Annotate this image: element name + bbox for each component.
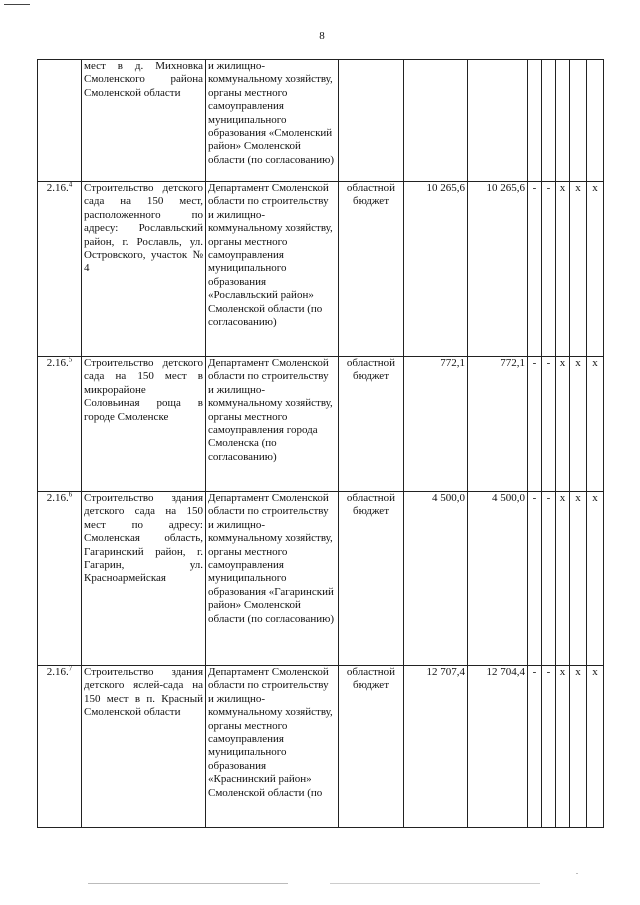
table-row (38, 666, 604, 828)
mark-cell: - (542, 357, 556, 492)
mark-cell: x (587, 666, 604, 828)
mark-cell (556, 60, 570, 182)
amount-total (404, 60, 468, 182)
amount-year: 772,1 (468, 357, 528, 492)
mark-cell: - (542, 492, 556, 666)
activity-name: Строительство здания детского яслей-сада на 150 мест в п. Красный Смоленской области (82, 666, 206, 828)
mark-cell: x (570, 182, 587, 357)
row-number: 2.16.$^5$ (38, 357, 82, 492)
table-row (38, 60, 604, 182)
mark-cell: x (556, 492, 570, 666)
mark-cell: x (556, 357, 570, 492)
executor-cell: Департамент Смоленской области по строительству и жилищно-коммунальному хозяйству, органы местного самоуправления города Смоленска (по согласованию) (206, 357, 339, 492)
mark-cell: x (570, 666, 587, 828)
executor-cell: Департамент Смоленской области по строительству и жилищно-коммунальному хозяйству, органы местного самоуправления муниципального образования «Гагаринский район» Смоленской области (по согласованию) (206, 492, 339, 666)
mark-cell: x (587, 492, 604, 666)
top-left-rule (4, 4, 30, 5)
funding-source: областной бюджет (339, 182, 404, 357)
footer-rule (330, 883, 540, 884)
scan-speck (576, 873, 578, 874)
funding-source (339, 60, 404, 182)
mark-cell: x (570, 357, 587, 492)
amount-year: 4 500,0 (468, 492, 528, 666)
amount-total: 10 265,6 (404, 182, 468, 357)
executor-cell: и жилищно-коммунальному хозяйству, органы местного самоуправления муниципального образования «Смоленский район» Смоленской области (по согласованию) (206, 60, 339, 182)
amount-total: 772,1 (404, 357, 468, 492)
row-number: 2.16.$^6$ (38, 492, 82, 666)
table-row (38, 492, 604, 666)
page-number: 8 (319, 30, 325, 42)
executor-cell: Департамент Смоленской области по строительству и жилищно-коммунальному хозяйству, органы местного самоуправления муниципального образования «Рославльский район» Смоленской области (по согласованию) (206, 182, 339, 357)
mark-cell: - (528, 666, 542, 828)
mark-cell: x (570, 492, 587, 666)
table-row (38, 357, 604, 492)
activity-name: Строительство детского сада на 150 мест, расположенного по адресу: Рославльский район, г. Рославль, ул. Островского, участок № 4 (82, 182, 206, 357)
mark-cell: - (542, 182, 556, 357)
row-number: 2.16.$^4$ (38, 182, 82, 357)
row-number: 2.16.$^7$ (38, 666, 82, 828)
table-row (38, 182, 604, 357)
amount-year: 12 704,4 (468, 666, 528, 828)
mark-cell: x (556, 666, 570, 828)
mark-cell: x (587, 182, 604, 357)
footer-rule (88, 883, 288, 884)
funding-source: областной бюджет (339, 666, 404, 828)
mark-cell (542, 60, 556, 182)
funding-source: областной бюджет (339, 492, 404, 666)
activity-name: Строительство детского сада на 150 мест в микрорайоне Соловьиная роща в городе Смоленске (82, 357, 206, 492)
mark-cell: - (542, 666, 556, 828)
mark-cell (528, 60, 542, 182)
program-table (37, 59, 604, 828)
activity-name: Строительство здания детского сада на 150 мест по адресу: Смоленская область, Гагаринский район, г. Гагарин, ул. Красноармейская (82, 492, 206, 666)
mark-cell: - (528, 357, 542, 492)
mark-cell: - (528, 492, 542, 666)
mark-cell (570, 60, 587, 182)
amount-year: 10 265,6 (468, 182, 528, 357)
amount-total: 4 500,0 (404, 492, 468, 666)
amount-year (468, 60, 528, 182)
mark-cell: x (556, 182, 570, 357)
executor-cell: Департамент Смоленской области по строительству и жилищно-коммунальному хозяйству, органы местного самоуправления муниципального образования «Краснинский район» Смоленской области (по (206, 666, 339, 828)
mark-cell: x (587, 357, 604, 492)
mark-cell (587, 60, 604, 182)
amount-total: 12 707,4 (404, 666, 468, 828)
mark-cell: - (528, 182, 542, 357)
activity-name: мест в д. Михновка Смоленского района Смоленской области (82, 60, 206, 182)
row-number (38, 60, 82, 182)
funding-source: областной бюджет (339, 357, 404, 492)
